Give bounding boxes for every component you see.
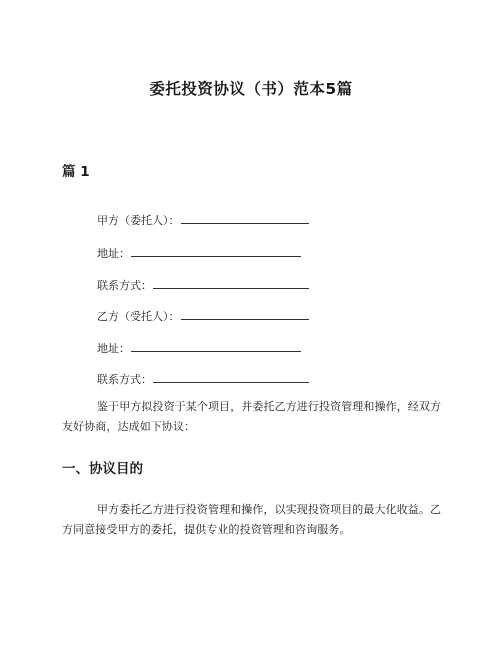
party-b-field xyxy=(97,307,309,324)
party-a-field xyxy=(97,211,309,228)
party-b-contact-blank xyxy=(153,370,309,383)
party-a-contact-blank xyxy=(153,276,309,289)
party-a-blank xyxy=(181,211,309,224)
document-title: 委托投资协议（书）范本5篇 xyxy=(149,80,353,98)
party-b-address-label: 地址： xyxy=(97,342,130,355)
party-b-label: 乙方（受托人）： xyxy=(97,310,180,323)
party-b-contact-field xyxy=(97,370,309,387)
party-a-address-field xyxy=(97,244,301,261)
party-a-address-label: 地址： xyxy=(97,247,130,260)
party-b-address-blank xyxy=(131,339,301,352)
chapter-heading: 篇 1 xyxy=(62,164,90,180)
preamble-paragraph: 鉴于甲方拟投资于某个项目，并委托乙方进行投资管理和操作，经双方友好协商，达成如下协议： xyxy=(62,400,442,433)
party-a-contact-label: 联系方式： xyxy=(97,279,152,292)
party-a-label: 甲方（委托人）： xyxy=(97,214,180,227)
section-body: 甲方委托乙方进行投资管理和操作，以实现投资项目的最大化收益。乙方同意接受甲方的委托，提供专业的投资管理和咨询服务。 xyxy=(62,503,442,536)
party-b-contact-label: 联系方式： xyxy=(97,373,152,386)
party-a-contact-field xyxy=(97,276,309,293)
party-b-address-field xyxy=(97,339,301,356)
party-b-blank xyxy=(181,307,309,320)
section-heading: 一、协议目的 xyxy=(62,461,143,477)
party-a-address-blank xyxy=(131,244,301,257)
